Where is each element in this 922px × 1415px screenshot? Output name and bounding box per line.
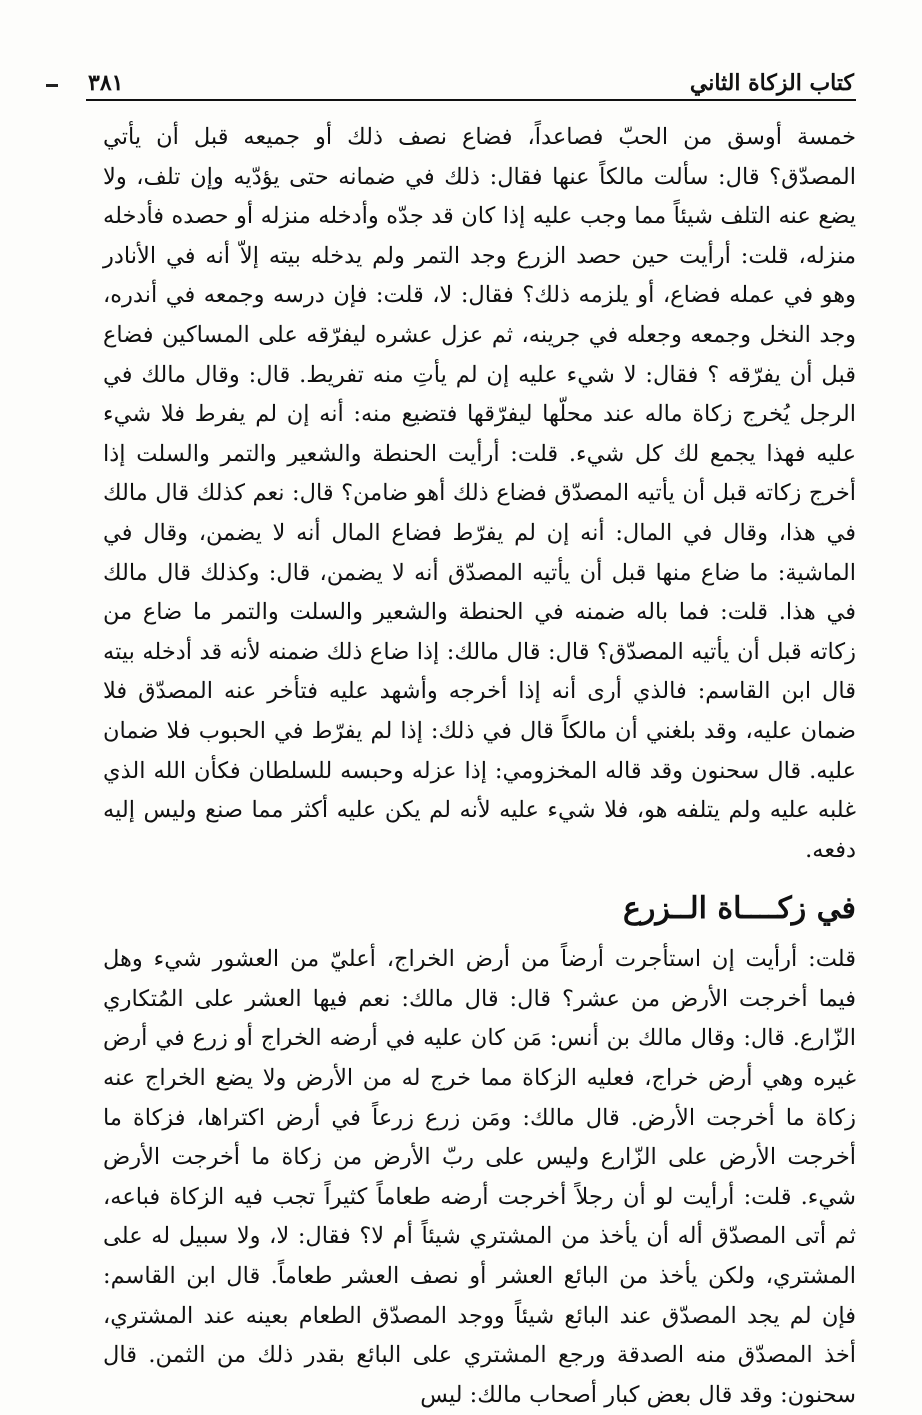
page-number: ٣٨١	[88, 70, 124, 96]
section-heading: في زكــــاة الــزرع	[622, 891, 856, 927]
scan-edge-mark	[46, 84, 58, 87]
paragraph-2: قلت: أرأيت إن استأجرت أرضاً من أرض الخراج، أعليّ من العشور شيء وهل فيما أخرجت الأرض من عشر؟ قال: قال مالك: نعم فيها العشر على المُتكاري الزّارع. قال: وقال مالك بن أنس: مَن كان عليه في أرضه الخراج أو زرع في أرض غيره وهي أرض خراج، فعليه الزكاة مما خرج له من الأرض ولا يضع الخراج عنه زكاة ما أخرجت الأرض. قال مالك: ومَن زرع زرعاً في أرض اكتراها، فزكاة ما أخرجت الأرض على الزّارع وليس على ربّ الأرض من زكاة ما أخرجت الأرض شيء. قلت: أرأيت لو أن رجلاً أخرجت أرضه طعاماً كثيراً تجب فيه الزكاة فباعه، ثم أتى المصدّق أله أن يأخذ من المشتري شيئاً أم لا؟ فقال: لا، ولا سبيل له على المشتري، ولكن يأخذ من البائع العشر أو نصف العشر طعاماً. قال ابن القاسم: فإن لم يجد المصدّق عند البائع شيئاً ووجد المصدّق الطعام بعينه عند المشتري، أخذ المصدّق منه الصدقة ورجع المشتري على البائع بقدر ذلك من الثمن. قال سحنون: وقد قال بعض كبار أصحاب مالك: ليس	[103, 946, 856, 1408]
paragraph-1: خمسة أوسق من الحبّ فصاعداً، فضاع نصف ذلك أو جميعه قبل أن يأتي المصدّق؟ قال: سألت مالكاً عنها فقال: ذلك في ضمانه حتى يؤدّيه وإن تلف، ولا يضع عنه التلف شيئاً مما وجب عليه إذا كان قد جدّه وأدخله منزله أو حصده فأدخله منزله، قلت: أرأيت حين حصد الزرع وجد التمر ولم يدخله بيته إلاّ أنه في الأنادر وهو في عمله فضاع، أو يلزمه ذلك؟ فقال: لا، قلت: فإن درسه وجمعه في أندره، وجد النخل وجمعه وجعله في جرينه، ثم عزل عشره ليفرّقه على المساكين فضاع قبل أن يفرّقه ؟ فقال: لا شيء عليه إن لم يأتِ منه تفريط. قال: وقال مالك في الرجل يُخرج زكاة ماله عند محلّها ليفرّقها فتضيع منه: أنه إن لم يفرط فلا شيء عليه فهذا يجمع لك كل شيء. قلت: أرأيت الحنطة والشعير والتمر والسلت إذا أخرج زكاته قبل أن يأتيه المصدّق فضاع ذلك أهو ضامن؟ قال: نعم كذلك قال مالك في هذا، وقال في المال: أنه إن لم يفرّط فضاع المال أنه لا يضمن، وقال في الماشية: ما ضاع منها قبل أن يأتيه المصدّق أنه لا يضمن، قال: وكذلك قال مالك في هذا. قلت: فما باله ضمنه في الحنطة والشعير والسلت والتمر ما ضاع من زكاته قبل أن يأتيه المصدّق؟ قال: قال مالك: إذا ضاع ذلك ضمنه لأنه قد أدخله بيته قال ابن القاسم: فالذي أرى أنه إذا أخرجه وأشهد عليه فتأخر عنه المصدّق فلا ضمان عليه، وقد بلغني أن مالكاً قال في ذلك: إذا لم يفرّط في الحبوب فلا ضمان عليه. قال سحنون وقد قاله المخزومي: إذا عزله وحبسه للسلطان فكأن الله الذي غلبه عليه ولم يتلفه هو، فلا شيء عليه لأنه لم يكن عليه أكثر مما صنع وليس إليه دفعه.	[103, 124, 856, 863]
header-rule	[86, 99, 856, 101]
running-header	[88, 58, 854, 96]
main-text	[103, 118, 856, 1415]
chapter-title: كتاب الزكاة الثاني	[689, 70, 854, 96]
